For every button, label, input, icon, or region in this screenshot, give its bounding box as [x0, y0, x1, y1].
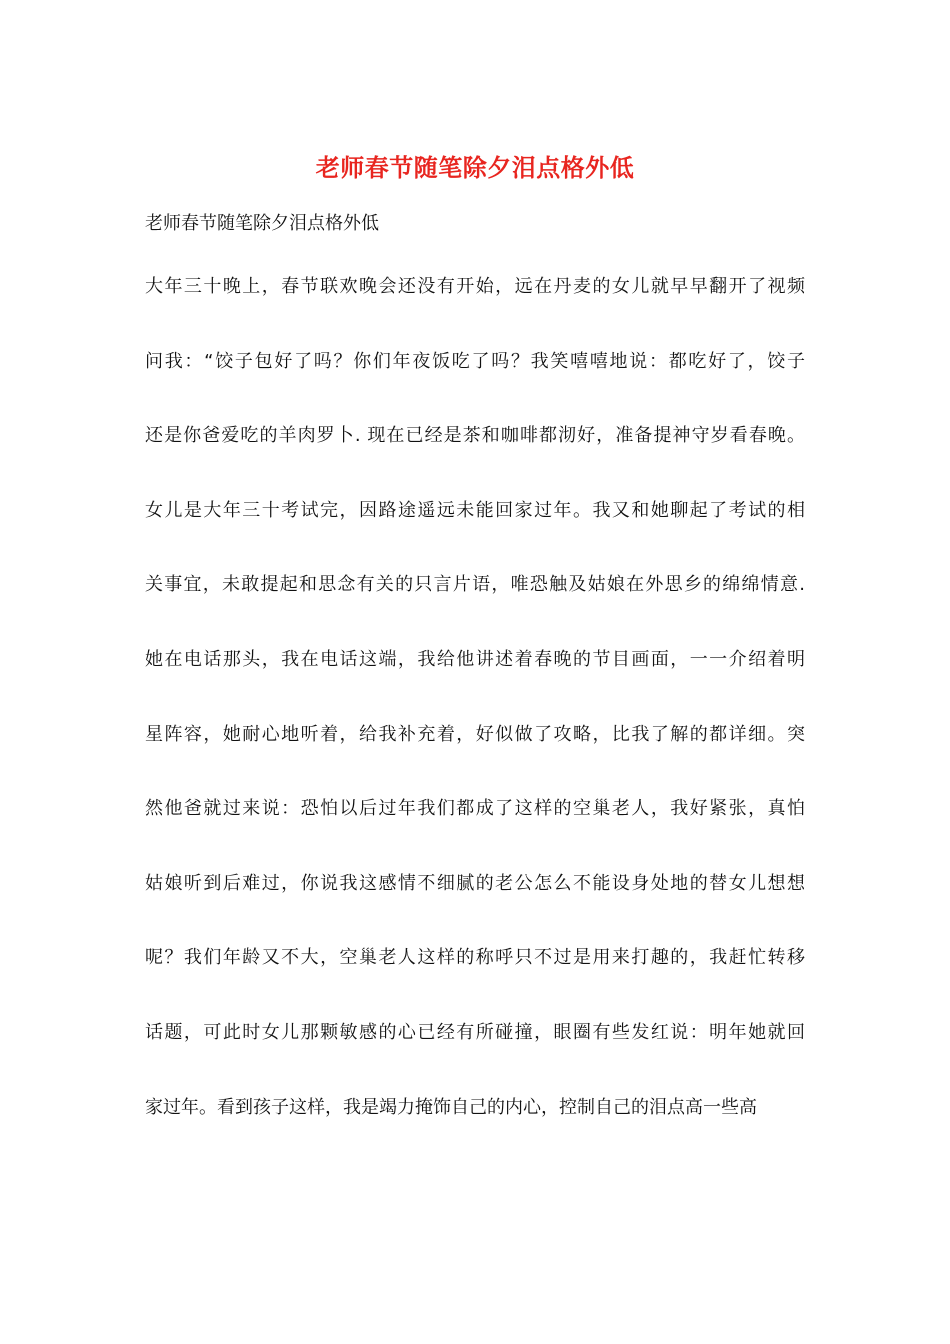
- body-line: 星阵容，她耐心地听着，给我补充着，好似做了攻略，比我了解的都详细。突: [145, 723, 805, 745]
- body-line: 她在电话那头，我在电话这端，我给他讲述着春晚的节目画面，一一介绍着明: [145, 648, 805, 670]
- body-line: 姑娘听到后难过，你说我这感情不细腻的老公怎么不能设身处地的替女儿想想: [145, 872, 805, 894]
- document-subtitle: 老师春节随笔除夕泪点格外低: [145, 213, 379, 234]
- body-line: 问我：“饺子包好了吗？你们年夜饭吃了吗？我笑嘻嘻地说：都吃好了，饺子: [145, 350, 805, 372]
- document-title: 老师春节随笔除夕泪点格外低: [315, 153, 635, 182]
- document-body: [145, 270, 805, 1165]
- body-line: 呢？我们年龄又不大，空巢老人这样的称呼只不过是用来打趣的，我赶忙转移: [145, 947, 805, 969]
- body-line: 家过年。看到孩子这样，我是竭力掩饰自己的内心，控制自己的泪点高一些高: [145, 1096, 757, 1118]
- body-line: 然他爸就过来说：恐怕以后过年我们都成了这样的空巢老人，我好紧张，真怕: [145, 798, 805, 820]
- body-line: 关事宜，未敢提起和思念有关的只言片语，唯恐触及姑娘在外思乡的绵绵情意.: [145, 574, 805, 596]
- body-line: 大年三十晚上，春节联欢晚会还没有开始，远在丹麦的女儿就早早翻开了视频: [145, 276, 805, 297]
- body-line: 还是你爸爱吃的羊肉罗卜. 现在已经是茶和咖啡都沏好，准备提神守岁看春晚。: [145, 425, 805, 447]
- body-line: 话题，可此时女儿那颗敏感的心已经有所碰撞，眼圈有些发红说：明年她就回: [145, 1021, 805, 1043]
- body-line: 女儿是大年三十考试完，因路途遥远未能回家过年。我又和她聊起了考试的相: [145, 499, 805, 521]
